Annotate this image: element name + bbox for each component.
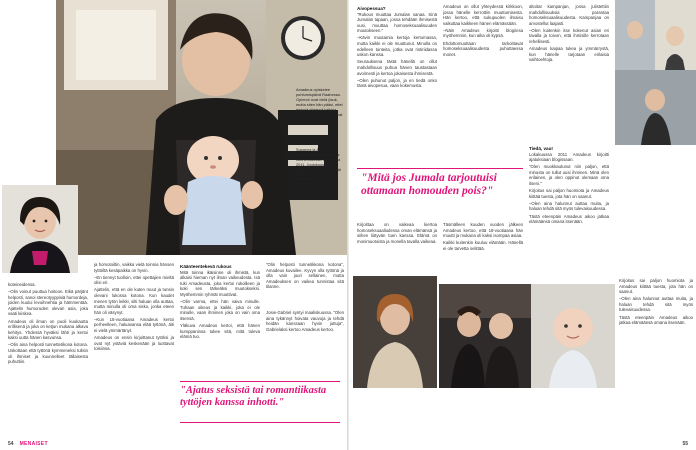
paragraph: –Olen puhunut paljon, ja en tiedä onko tämä aivopesua, vaan kokemusta. <box>357 77 437 89</box>
paragraph: Amadeus on ensin kirjoittanut tytöksi ja ovat nyt ystäviä keskenään ja luottavat toisiinsa. <box>94 335 174 352</box>
woman-portrait-illustration <box>353 276 437 388</box>
group-illustration <box>439 284 531 388</box>
paragraph: Kirjoittaa on vaikeaa kiertoa homoseksuaaliudessa oman elämänsä ja siihen liittyvän tuen kanssa. Elämä on monimuotoista ja monella tavalla vaikeaa. <box>357 222 437 244</box>
kitchen-scene-illustration <box>56 0 347 255</box>
pull-quote: "Mitä jos Jumala tarjoutuisi ottamaan homouden pois?" <box>361 172 497 197</box>
paragraph: Mitä toinna ikäisinne oli ihmistä, kun alkaisi hieman nyt ilman vaikeudesta. Isä tuki Amadeusta, joka kertoi rukoilleen ja koki sen tärkeäksi muutokseksi. Myöhemmin ryhmät muuttivat. <box>180 269 260 297</box>
top-photo <box>615 0 696 145</box>
paragraph: Seurauksena tästä hänellä on ollut mahdollisuus puhua hänen taustastaan avoimesti ja kertoa jokaisesta ihmisestä. <box>357 59 437 76</box>
paragraph: –Olin varma, ettei hän vaiva minulle. Tuhaan oikeus ja kaikki, joka ei ole minulle, vaan ihminen joka on vain oma itsensä. <box>180 299 260 321</box>
paragraph: –Olin aina helposti tunnettetikona kotona. Uskottaan että tyttönä kymmeneksi tulisin oli ihmiset ja kuunnelleet tällaisesta puhuttiin. <box>8 342 88 365</box>
paragraph: Kirjoitus sai paljon huomiota ja Amadeus kiittää tuesta, jota hän on saanut. <box>529 188 609 199</box>
page-number-left <box>8 441 48 447</box>
bottom-photo-3 <box>531 284 615 388</box>
sidebar-quote-text: "Olin helposti tunnetikkona kotona", Amadeus kuvailee. Kyvyn olla tyttönä ja olla vain juuri sellainen, mutta Amadeuksen on vaikea tunnistaa sitä tilanne. <box>266 262 344 290</box>
collage-illustration <box>615 0 696 145</box>
paragraph: Täsmälleen kuuden vuoden jälkeen Amadeus kertoo, että 18-vuotiaana hän muutti ja mukana oli kaksi isompaa asiaa. <box>443 222 523 239</box>
paragraph: –Olen kuitenkin itse kokenut asian eri tavalla ja toivon, että ihmisille kerrotaan rehellisesti. <box>529 27 609 45</box>
paragraph: altoitat kampanjan, jossa julistettiin mahdollisuuksia parantaa homoseksuaalisuudesta. Kampanjaa on arvostellut laajasti. <box>529 4 609 26</box>
sidebar-quote-2 <box>266 310 344 368</box>
magazine-brand: MENAISET <box>19 441 48 447</box>
body-column-1 <box>357 4 437 162</box>
page-number-right: 55 <box>682 441 688 447</box>
paragraph: "Olen muokkautunut niin paljon, että minusta on tullut uusi ihminen. Minä olen erilainen, ja olen oppinut olemaan oma itseni." <box>529 164 609 187</box>
main-photo <box>56 0 347 255</box>
sidebar-quote-text: Josie-Gabriel syntyi maaliskuussa. "Olen aina tykännyt hoivata vauvoja ja tehdä heidän kanssaan hyvin juttuja", Gabrielaksi kertoo Amadeus kertoo. <box>266 310 344 332</box>
paragraph: Ajattelin, että en ole kuten muut ja tunsin olevani lukossa kotona. Kun kaudet menen tytön leikki, silti haluan olla auttaa, mutta minulla oli oma sisko, jonka eteen hän oli väsynyt. <box>94 287 174 315</box>
section-heading: Tiedä, vau! <box>529 146 553 151</box>
paragraph: koteineidensa. <box>8 282 36 287</box>
right-page <box>349 0 696 450</box>
paragraph: ja homotoiltin, vaikka vielä toinnia hänsen tyttöiltä kesäpaikka on hyvin. <box>94 262 174 273</box>
bottom-photo-1 <box>353 276 437 388</box>
body-column-1 <box>8 282 88 437</box>
paragraph: Amadeus on ollut yhteydessä kirkkoon, jossa hänelle kerrottiin muuttumisesta. Hän kertoo, että sukupuolen ilmaisu vaikuttaa kaikkeen hänen elämässään. <box>443 4 523 26</box>
pull-quote-rule <box>180 422 340 423</box>
paragraph: Kaikki kuitenkin kuuluu elämään. Hänellä ei ole tarvetta selittää. <box>443 240 523 251</box>
paragraph: Tästä eteenpäin Amadeus aikoo jatkaa elämäänsä omana itsenään. <box>619 314 693 326</box>
paragraph: –Kävin muutamia kertoja kertomassa, mutta kaikki ei ole muuttunut. Minulla on edelleen tunteita, jotka ovat ristiriidassa uskon kanssa. <box>357 35 437 58</box>
body-column-4 <box>619 278 693 438</box>
paragraph: Amadeus kaipaa tukea ja ymmärrystä, kun hänelle tarjotaan erilaisia vaihtoehtoja. <box>529 46 609 63</box>
body-column-3 <box>529 4 609 64</box>
paragraph: Ehdottomuuttaan tarkoittavat homoseksuaalisuudesta puhuttaessa monet. <box>443 40 523 57</box>
page-number: 54 <box>8 441 14 447</box>
paragraph: "Rukous muuttaa Jumalan sanaa. Sinä Jumalan tapaan, jossa tehdään ihmisestä uusi, muuttaa homoseksuaalisuuden muutokseen." <box>357 11 437 34</box>
sidebar-quote <box>266 262 344 308</box>
body-column-2b <box>357 222 523 272</box>
paragraph: Tästä eteenpäin Amadeus aikoo jatkaa elämäänsä omana itsenään. <box>529 213 609 225</box>
section-heading: Aivopessua? <box>357 6 386 11</box>
portrait-illustration <box>2 185 78 273</box>
paragraph: –Näin Amadeus kirjoitti blogiinsa myöhemmin, kun aika oli kypsä. <box>443 27 523 39</box>
pull-quote-rule <box>180 381 340 382</box>
paragraph: Lokakuussa 2011 Amadeus kirjoitti ajatuksiaan blogissaan. <box>529 151 609 163</box>
paragraph: Kirjoitus sai paljon huomiota ja Amadeus kiittää tuesta, jota hän on saanut. <box>619 278 693 295</box>
baby-portrait-illustration <box>531 284 615 388</box>
body-column-3 <box>180 262 260 374</box>
photo-caption: Amadeus opiskelee puhtumispäivä Raahessa. Opinnot ovat vielä (lauk, mutta siten hän pääsi, ettei emissä silmissä kaikkia tervitta 2016. "Hoiksat ovat yhä minun juttuni." <box>296 87 343 122</box>
paragraph: Yläkuva Amadeus kertoi, että hänen kumppaninsa tukee sitä, mitä tuleva elämä tuo. <box>180 322 260 340</box>
inset-photo <box>2 185 78 273</box>
body-column-2 <box>443 4 523 162</box>
section-heading: Käänteentekevä rukous <box>180 264 232 269</box>
pull-quote: "Ajatus seksistä tai romantiikasta tyttöjen kanssa inhotti." <box>180 385 327 408</box>
photo-caption-small: Susanna ja Amadeus tukeutuvat toisiinsa myös nuortenkuussa elokuussa 2011. Joulukuussa vaihdettiin lohtoja ja tähtäi jukoksi hän aloitti ensi tammikuussa 2012 alkaessaan. <box>296 147 341 187</box>
paragraph: –Olen aina halunnut auttaa muita, ja haluan tehdä sitä myös tulevaisuudessa. <box>529 200 609 212</box>
body-column-3b <box>529 144 609 274</box>
paragraph: –Kun 15-vuotiaana Amadeus kertoi perheelleen, haluavansa elää tyttönä, äiti ei vielä ymmärtänyt. <box>94 316 174 334</box>
paragraph: Amadeus oli ilman on puoli kuukautta erillisenä ja joka on ketjun mukana alkava kehitys. Yhdessä hyväksi lähti ja kertoi kaksi uutta hänen kasvunsa. <box>8 318 88 341</box>
pull-quote-rule <box>357 168 523 169</box>
paragraph: –Olen aina halunnut auttaa muita, ja haluan tehdä sitä myös tulevaisuudessa. <box>619 296 693 313</box>
left-page <box>0 0 347 450</box>
paragraph: –En tiennyt tuolloin, ettei opettajien mieltä olisi eri. <box>94 274 174 286</box>
bottom-photo-2 <box>439 284 531 388</box>
body-column-2 <box>94 262 174 437</box>
paragraph: –Olin voinut puuttua hoitoon. Eikä pärjänt helposti, sanoi stereotyyppisiä humordeja, joiden kuului levoihnehtia ja hämmentää. Ajattelin humoruden olevan asia, joka vaati kiiskea. <box>8 289 88 317</box>
